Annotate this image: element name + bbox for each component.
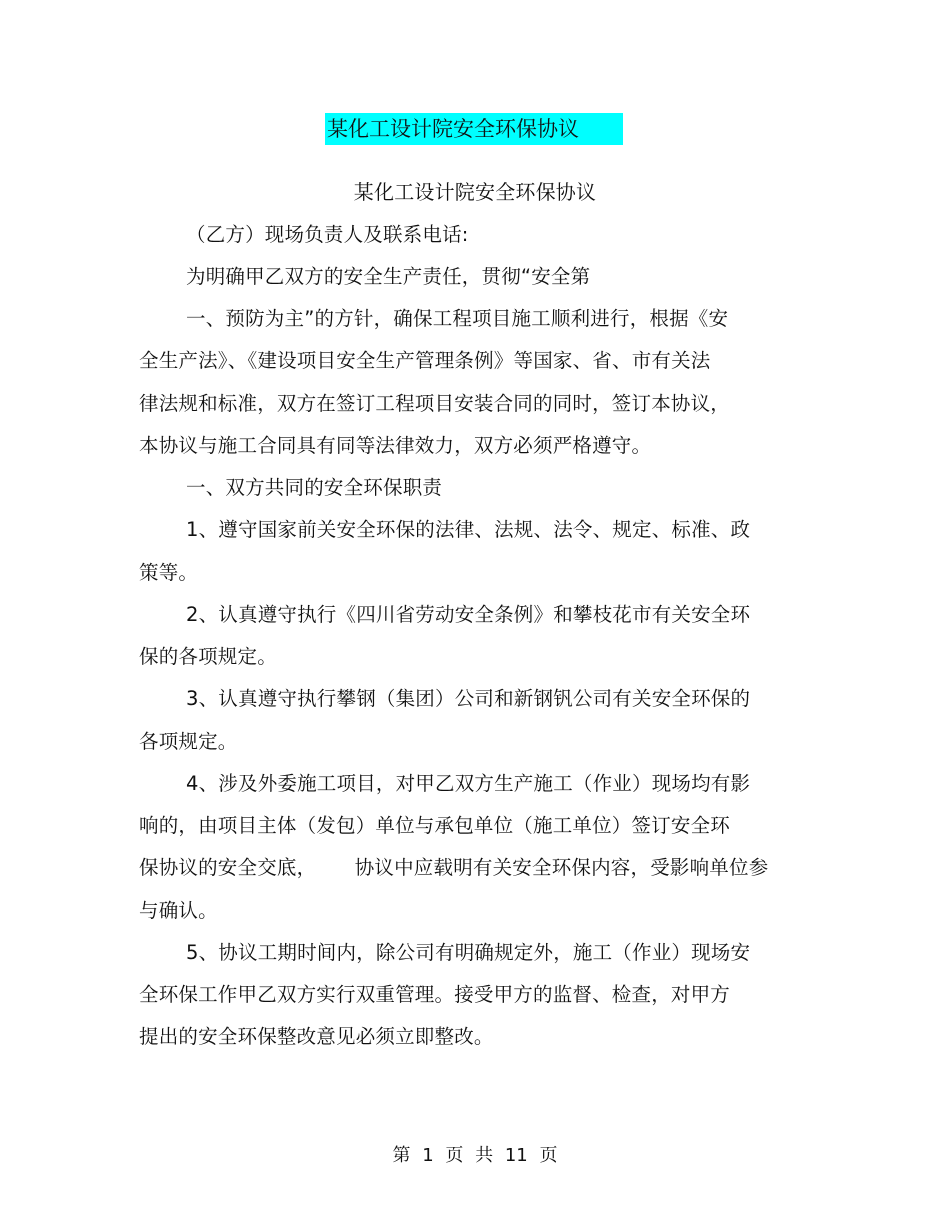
text-line: 策等。 — [139, 561, 199, 584]
text-line: 保协议的安全交底， 协议中应载明有关安全环保内容，受影响单位参 — [139, 856, 769, 879]
text-line: 一、预防为主”的方针，确保工程项目施工顺利进行，根据《安 — [186, 307, 729, 330]
text-line: 全生产法》、《建设项目安全生产管理条例》等国家、省、市有关法 — [139, 349, 711, 372]
text-line: 3、认真遵守执行攀钢（集团）公司和新钢钒公司有关安全环保的 — [186, 687, 751, 710]
section-heading: 一、双方共同的安全环保职责 — [186, 476, 443, 499]
text-line: 各项规定。 — [139, 730, 238, 753]
text-line: 1、遵守国家前关安全环保的法律、法规、法令、规定、标准、政 — [186, 518, 751, 541]
text-line: 提出的安全环保整改意见必须立即整改。 — [139, 1025, 494, 1048]
highlighted-title: 某化工设计院安全环保协议 — [325, 113, 623, 145]
text-line: 本协议与施工合同具有同等法律效力，双方必须严格遵守。 — [139, 434, 652, 457]
text-line: 响的，由项目主体（发包）单位与承包单位（施工单位）签订安全环 — [139, 814, 731, 837]
text-line: 2、认真遵守执行《四川省劳动安全条例》和攀枝花市有关安全环 — [186, 603, 751, 626]
text-line: 全环保工作甲乙双方实行双重管理。接受甲方的监督、检查，对甲方 — [139, 983, 731, 1006]
text-line: （乙方）现场负责人及联系电话: — [186, 223, 469, 246]
page-footer: 第 1 页 共 11 页 — [392, 1145, 558, 1166]
text-line: 保的各项规定。 — [139, 645, 277, 668]
text-line: 与确认。 — [139, 899, 218, 922]
text-line: 律法规和标准，双方在签订工程项目安装合同的同时，签订本协议， — [139, 392, 731, 415]
text-line: 4、涉及外委施工项目，对甲乙双方生产施工（作业）现场均有影 — [186, 772, 751, 795]
text-line: 5、协议工期时间内，除公司有明确规定外，施工（作业）现场安 — [186, 941, 751, 964]
document-subtitle: 某化工设计院安全环保协议 — [353, 180, 597, 204]
text-line: 为明确甲乙双方的安全生产责任，贯彻“安全第 — [186, 265, 591, 288]
